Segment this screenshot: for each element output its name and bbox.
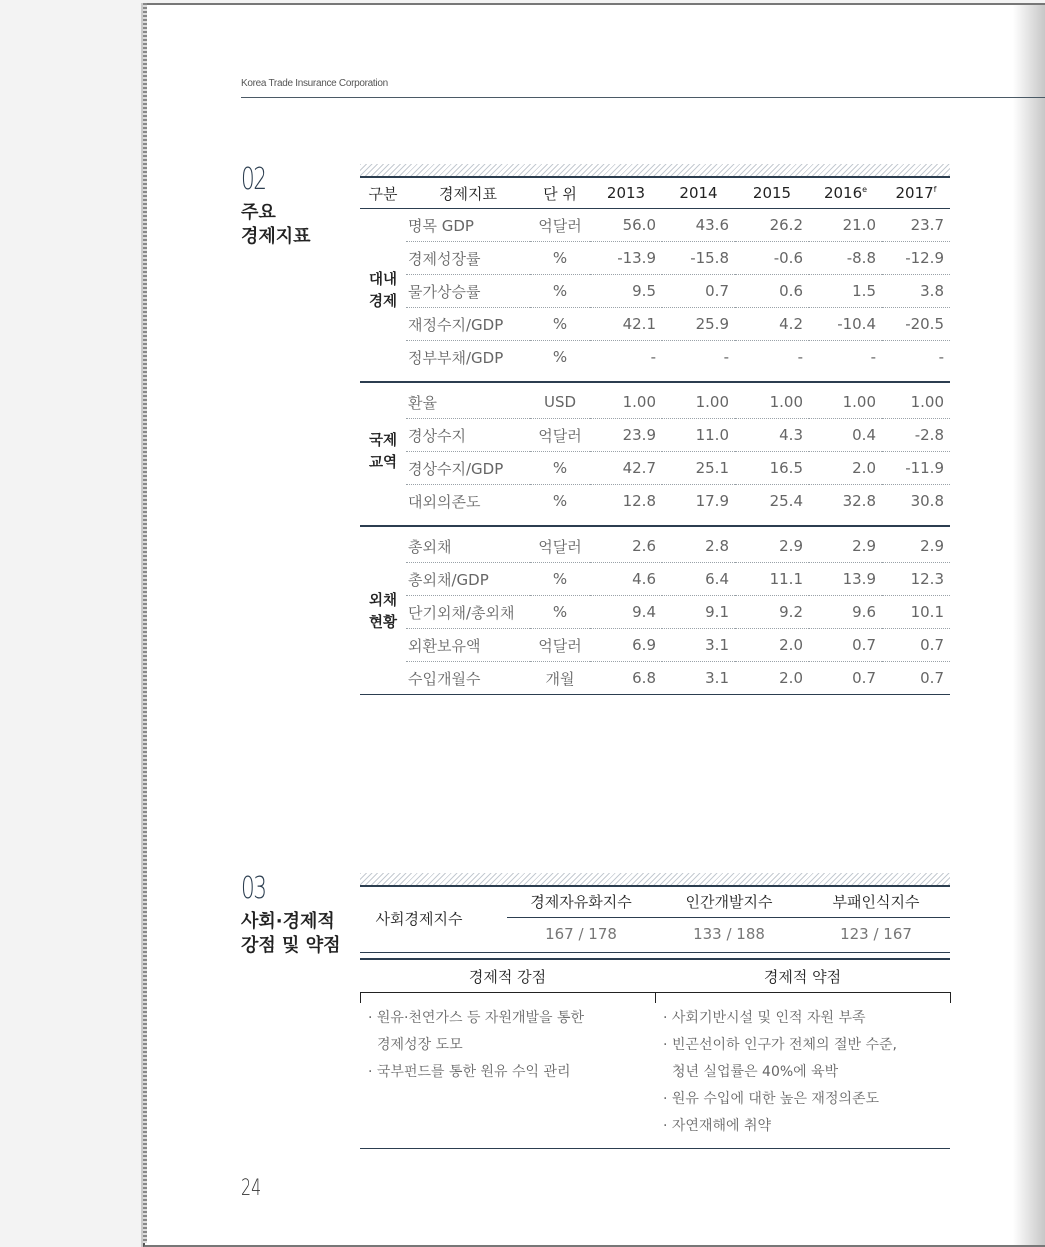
indicator-unit: % bbox=[530, 452, 590, 485]
socioeconomic-index-label: 사회경제지수 bbox=[375, 909, 463, 928]
value-cell: 9.5 bbox=[590, 275, 662, 308]
value-cell: 17.9 bbox=[695, 492, 729, 510]
indicator-name: 경제성장률 bbox=[406, 242, 530, 275]
page-curl-shadow bbox=[1013, 5, 1045, 1245]
indicator-unit: % bbox=[530, 242, 590, 275]
col-2016: 2016e bbox=[809, 178, 882, 209]
indicator-name: 경상수지 bbox=[406, 419, 530, 452]
value-cell: 0.4 bbox=[809, 419, 882, 452]
indicator-unit: 억달러 bbox=[530, 419, 590, 452]
value-cell: 6.9 bbox=[590, 629, 662, 662]
value-cell: -13.9 bbox=[590, 242, 662, 275]
table-top-rule bbox=[360, 885, 950, 887]
table-hatch-band bbox=[360, 164, 950, 176]
indicator-unit: 억달러 bbox=[530, 629, 590, 662]
table-row bbox=[360, 662, 950, 695]
list-item: · 국부펀드를 통한 원유 수익 관리 bbox=[368, 1064, 571, 1080]
table-hatch-band bbox=[360, 873, 950, 885]
table-row bbox=[360, 386, 950, 419]
table-row bbox=[360, 629, 950, 662]
value-cell: 16.5 bbox=[735, 452, 809, 485]
col-2014: 2014 bbox=[662, 178, 735, 209]
sw-bottom-rule bbox=[360, 1148, 950, 1149]
indicator-unit: % bbox=[530, 563, 590, 596]
value-cell: 11.0 bbox=[662, 419, 735, 452]
value-cell: 6.4 bbox=[662, 563, 735, 596]
value-cell: 2.8 bbox=[662, 530, 735, 563]
index-name: 부패인식지수 bbox=[832, 893, 920, 911]
value-cell: -2.8 bbox=[882, 419, 950, 452]
value-cell: 1.00 bbox=[882, 386, 950, 419]
strength-bracket bbox=[360, 992, 656, 1003]
value-cell: 23.7 bbox=[882, 209, 950, 242]
value-cell: 42.1 bbox=[590, 308, 662, 341]
indicator-unit: 억달러 bbox=[530, 530, 590, 563]
indicator-unit: 억달러 bbox=[530, 209, 590, 242]
col-2013: 2013 bbox=[590, 178, 662, 209]
indicator-name: 정부부채/GDP bbox=[408, 348, 504, 367]
value-cell: 2.6 bbox=[590, 530, 662, 563]
value-cell: 12.8 bbox=[622, 492, 656, 510]
list-item: · 빈곤선이하 인구가 전체의 절반 수준, bbox=[663, 1037, 898, 1053]
indicator-unit: % bbox=[552, 348, 568, 366]
indicator-name: 대외의존도 bbox=[408, 492, 481, 511]
index-name: 경제자유화지수 bbox=[530, 893, 632, 911]
indicator-unit: USD bbox=[530, 386, 590, 419]
table-row bbox=[360, 242, 950, 275]
value-cell: 12.3 bbox=[882, 563, 950, 596]
value-cell: 1.00 bbox=[662, 386, 735, 419]
section-title: 주요 경제지표 bbox=[241, 202, 311, 247]
weakness-title: 경제적 약점 bbox=[763, 968, 842, 986]
value-cell: -20.5 bbox=[882, 308, 950, 341]
value-cell: 0.7 bbox=[882, 662, 950, 695]
value-cell: 2.9 bbox=[735, 530, 809, 563]
table-row bbox=[360, 452, 950, 485]
index-value: 133 / 188 bbox=[693, 925, 765, 943]
table-row bbox=[360, 341, 950, 374]
indicator-unit: % bbox=[530, 596, 590, 629]
value-cell: 13.9 bbox=[809, 563, 882, 596]
strength-title: 경제적 강점 bbox=[468, 968, 547, 986]
value-cell: -8.8 bbox=[809, 242, 882, 275]
header-rule bbox=[241, 97, 1045, 98]
group-separator-cell bbox=[360, 517, 950, 526]
value-cell: -10.4 bbox=[809, 308, 882, 341]
value-cell: 1.5 bbox=[809, 275, 882, 308]
value-cell: 11.1 bbox=[735, 563, 809, 596]
col-2015: 2015 bbox=[735, 178, 809, 209]
table-row bbox=[360, 419, 950, 452]
value-cell: 32.8 bbox=[842, 492, 876, 510]
table-row bbox=[360, 209, 950, 242]
section-number: 02 bbox=[241, 162, 266, 197]
table-body bbox=[360, 209, 950, 695]
indicator-name: 환율 bbox=[406, 386, 530, 419]
value-cell: 2.9 bbox=[809, 530, 882, 563]
value-cell: 0.7 bbox=[662, 275, 735, 308]
col-2017: 2017$^f$ bbox=[882, 178, 950, 209]
value-cell: 2.0 bbox=[735, 629, 809, 662]
value-cell: 3.1 bbox=[662, 662, 735, 695]
value-cell: - bbox=[723, 348, 729, 366]
col-category: 구분 bbox=[360, 178, 406, 209]
value-cell: 56.0 bbox=[590, 209, 662, 242]
economic-indicators-table bbox=[360, 178, 950, 695]
indicator-name: 총외채 bbox=[406, 530, 530, 563]
value-cell: 1.00 bbox=[590, 386, 662, 419]
indicator-name: 수입개월수 bbox=[406, 662, 530, 695]
index-bottom-rule bbox=[360, 952, 950, 953]
indicator-unit: 개월 bbox=[530, 662, 590, 695]
value-cell: 42.7 bbox=[590, 452, 662, 485]
col-unit: 단 위 bbox=[530, 178, 590, 209]
weakness-list bbox=[663, 1005, 897, 1140]
value-cell: 6.8 bbox=[590, 662, 662, 695]
list-item: 청년 실업률은 40%에 육박 bbox=[672, 1064, 839, 1080]
value-cell: 0.7 bbox=[882, 629, 950, 662]
list-item: 경제성장 도모 bbox=[377, 1037, 463, 1053]
list-item: · 원유 수입에 대한 높은 재정의존도 bbox=[663, 1091, 880, 1107]
running-header: Korea Trade Insurance Corporation bbox=[241, 78, 388, 89]
value-cell: 21.0 bbox=[809, 209, 882, 242]
value-cell: 0.6 bbox=[735, 275, 809, 308]
value-cell: 9.4 bbox=[590, 596, 662, 629]
table-row bbox=[360, 596, 950, 629]
index-value: 123 / 167 bbox=[840, 925, 912, 943]
table-row bbox=[360, 563, 950, 596]
weakness-bracket bbox=[655, 992, 951, 1003]
value-cell: 25.1 bbox=[662, 452, 735, 485]
group-separator bbox=[360, 517, 950, 526]
value-cell: 1.00 bbox=[735, 386, 809, 419]
page-binding bbox=[143, 3, 147, 1243]
table-row bbox=[360, 485, 950, 518]
indicator-unit: % bbox=[530, 275, 590, 308]
value-cell: -12.9 bbox=[882, 242, 950, 275]
list-item: · 원유·천연가스 등 자원개발을 통한 bbox=[368, 1010, 585, 1026]
value-cell: 4.2 bbox=[735, 308, 809, 341]
group-separator-cell bbox=[360, 373, 950, 382]
sw-top-rule bbox=[360, 958, 950, 960]
value-cell: -15.8 bbox=[662, 242, 735, 275]
value-cell: 0.7 bbox=[809, 629, 882, 662]
value-cell: -0.6 bbox=[735, 242, 809, 275]
value-cell: 25.4 bbox=[769, 492, 803, 510]
indicator-name: 총외채/GDP bbox=[406, 563, 530, 596]
value-cell: 30.8 bbox=[910, 492, 944, 510]
value-cell: 26.2 bbox=[735, 209, 809, 242]
table-row bbox=[360, 530, 950, 563]
value-cell: 3.1 bbox=[662, 629, 735, 662]
section-number: 03 bbox=[241, 871, 266, 906]
value-cell: 9.2 bbox=[735, 596, 809, 629]
value-cell: - bbox=[797, 348, 803, 366]
value-cell: 4.6 bbox=[590, 563, 662, 596]
indicator-name: 외환보유액 bbox=[406, 629, 530, 662]
index-divider bbox=[507, 917, 950, 918]
category-cell: 국제 교역 bbox=[368, 432, 397, 471]
value-cell: 2.0 bbox=[809, 452, 882, 485]
value-cell: 0.7 bbox=[809, 662, 882, 695]
page-number: 24 bbox=[241, 1176, 262, 1201]
group-separator bbox=[360, 373, 950, 382]
index-value: 167 / 178 bbox=[545, 925, 617, 943]
indicator-name: 경상수지/GDP bbox=[406, 452, 530, 485]
strength-list bbox=[368, 1005, 584, 1086]
list-item: · 사회기반시설 및 인적 자원 부족 bbox=[663, 1010, 866, 1026]
value-cell: 3.8 bbox=[882, 275, 950, 308]
value-cell: 4.3 bbox=[735, 419, 809, 452]
index-name: 인간개발지수 bbox=[685, 893, 773, 911]
list-item: · 자연재해에 취약 bbox=[663, 1118, 772, 1134]
value-cell: 25.9 bbox=[662, 308, 735, 341]
category-cell: 외채 현황 bbox=[360, 530, 406, 695]
indicator-name: 단기외채/총외채 bbox=[406, 596, 530, 629]
indicator-unit: % bbox=[530, 308, 590, 341]
table-row bbox=[360, 275, 950, 308]
value-cell: 23.9 bbox=[590, 419, 662, 452]
table-header-row bbox=[360, 178, 950, 209]
value-cell: - bbox=[650, 348, 656, 366]
table-row bbox=[360, 308, 950, 341]
value-cell: 1.00 bbox=[809, 386, 882, 419]
section-title: 사회·경제적 강점 및 약점 bbox=[241, 911, 341, 956]
indicator-unit: % bbox=[552, 492, 568, 510]
value-cell: 9.6 bbox=[809, 596, 882, 629]
value-cell: 9.1 bbox=[662, 596, 735, 629]
indicator-name: 명목 GDP bbox=[406, 209, 530, 242]
value-cell: 10.1 bbox=[882, 596, 950, 629]
value-cell: 2.0 bbox=[735, 662, 809, 695]
category-cell: 대내 경제 bbox=[368, 272, 397, 310]
col-indicator: 경제지표 bbox=[406, 178, 530, 209]
indicator-name: 물가상승률 bbox=[406, 275, 530, 308]
value-cell: 2.9 bbox=[882, 530, 950, 563]
indicator-name: 재정수지/GDP bbox=[406, 308, 530, 341]
value-cell: - bbox=[870, 348, 876, 366]
value-cell: - bbox=[938, 348, 944, 366]
value-cell: -11.9 bbox=[882, 452, 950, 485]
value-cell: 43.6 bbox=[662, 209, 735, 242]
